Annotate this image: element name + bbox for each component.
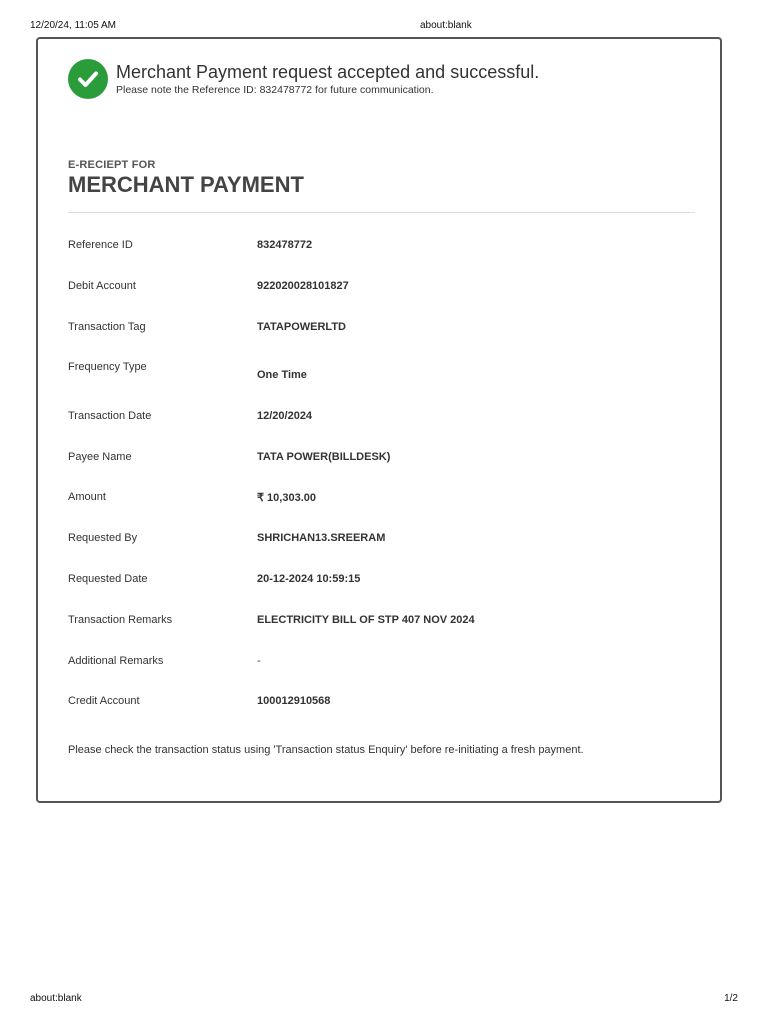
print-url-footer: about:blank [30,993,82,1004]
detail-label: Transaction Date [68,410,152,422]
detail-label: Reference ID [68,239,133,251]
divider [68,212,695,213]
detail-value: 100012910568 [257,695,331,707]
detail-label: Transaction Tag [68,321,146,333]
detail-label: Requested Date [68,573,148,585]
detail-label: Amount [68,491,106,503]
detail-label: Debit Account [68,280,136,292]
print-url-header: about:blank [420,20,472,31]
print-datetime: 12/20/24, 11:05 AM [30,20,116,31]
detail-value: ₹ 10,303.00 [257,492,316,504]
receipt-for-label: E-RECIEPT FOR [68,159,156,171]
checkmark-icon [75,66,101,92]
success-title: Merchant Payment request accepted and successful. [116,62,540,82]
detail-label: Transaction Remarks [68,614,173,626]
print-page-number: 1/2 [724,993,738,1004]
receipt-title: MERCHANT PAYMENT [68,172,304,197]
detail-value: - [257,655,261,667]
success-subtitle: Please note the Reference ID: 832478772 for future communication. [116,84,434,96]
success-banner [68,59,539,99]
detail-label: Payee Name [68,451,132,463]
detail-value: ELECTRICITY BILL OF STP 407 NOV 2024 [257,614,475,626]
detail-label: Requested By [68,532,138,544]
receipt-card [36,37,722,803]
detail-value: SHRICHAN13.SREERAM [257,532,386,544]
detail-value: One Time [257,369,307,381]
receipt-header [68,159,304,198]
detail-value: 922020028101827 [257,280,349,292]
detail-value: 20-12-2024 10:59:15 [257,573,361,585]
detail-value: TATAPOWERLTD [257,321,346,333]
detail-label: Credit Account [68,695,140,707]
status-enquiry-note: Please check the transaction status using 'Transaction status Enquiry' before re-initiating a fresh payment. [68,744,584,756]
check-circle-icon [68,59,108,99]
detail-label: Frequency Type [68,361,147,373]
detail-label: Additional Remarks [68,655,164,667]
detail-value: 12/20/2024 [257,410,313,422]
detail-value: TATA POWER(BILLDESK) [257,451,391,463]
detail-value: 832478772 [257,239,313,251]
